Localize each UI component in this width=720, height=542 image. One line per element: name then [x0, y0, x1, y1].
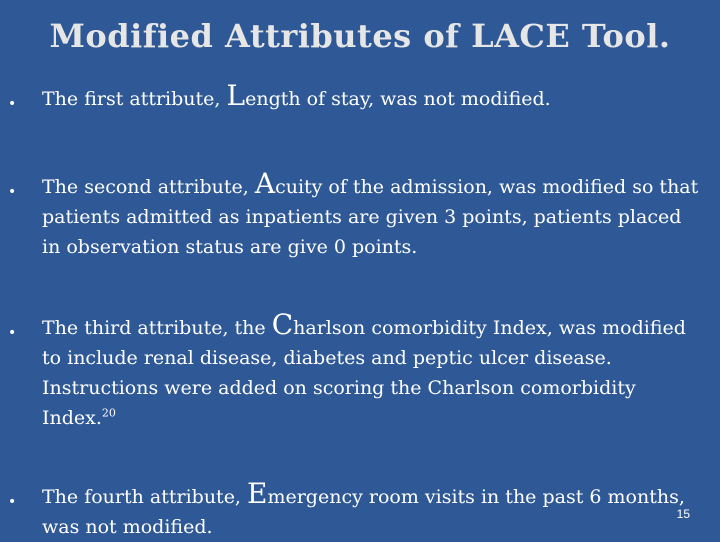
- bullet-prefix: The first attribute,: [42, 88, 227, 110]
- bullet-dot-icon: •: [8, 184, 17, 200]
- bullet-dot-icon: •: [8, 96, 17, 112]
- bullet-dot-icon: •: [8, 494, 17, 510]
- bullet-text: [42, 79, 702, 114]
- bullet-rest: mergency room visits in the past 6 months, was not modified.: [42, 486, 685, 538]
- bullet-initial-letter: E: [247, 477, 268, 510]
- bullet-rest: cuity of the admission, was modified so that patients admitted as inpatients are given 3 points, patients placed in observation status are give 0 points.: [42, 176, 699, 258]
- bullet-rest: harlson comorbidity Index, was modified to include renal disease, diabetes and peptic ulcer disease. Instructions were added on scoring the Charlson comorbidity Index.: [42, 317, 686, 429]
- bullet-dot-icon: •: [8, 325, 17, 341]
- slide-title: Modified Attributes of LACE Tool.: [49, 17, 671, 55]
- page-number: 15: [676, 507, 690, 521]
- bullet-text: [42, 308, 702, 433]
- bullet-initial-letter: A: [254, 167, 276, 200]
- bullet-prefix: The fourth attribute,: [42, 486, 248, 508]
- bullet-text: [42, 167, 702, 262]
- bullet-prefix: The second attribute,: [42, 176, 255, 198]
- bullet-initial-letter: L: [226, 79, 246, 112]
- bullet-text: [42, 477, 702, 542]
- bullet-prefix: The third attribute, the: [42, 317, 272, 339]
- bullet-initial-letter: C: [271, 308, 294, 341]
- citation-superscript: 20: [101, 406, 116, 420]
- bullet-rest: ength of stay, was not modified.: [245, 88, 551, 110]
